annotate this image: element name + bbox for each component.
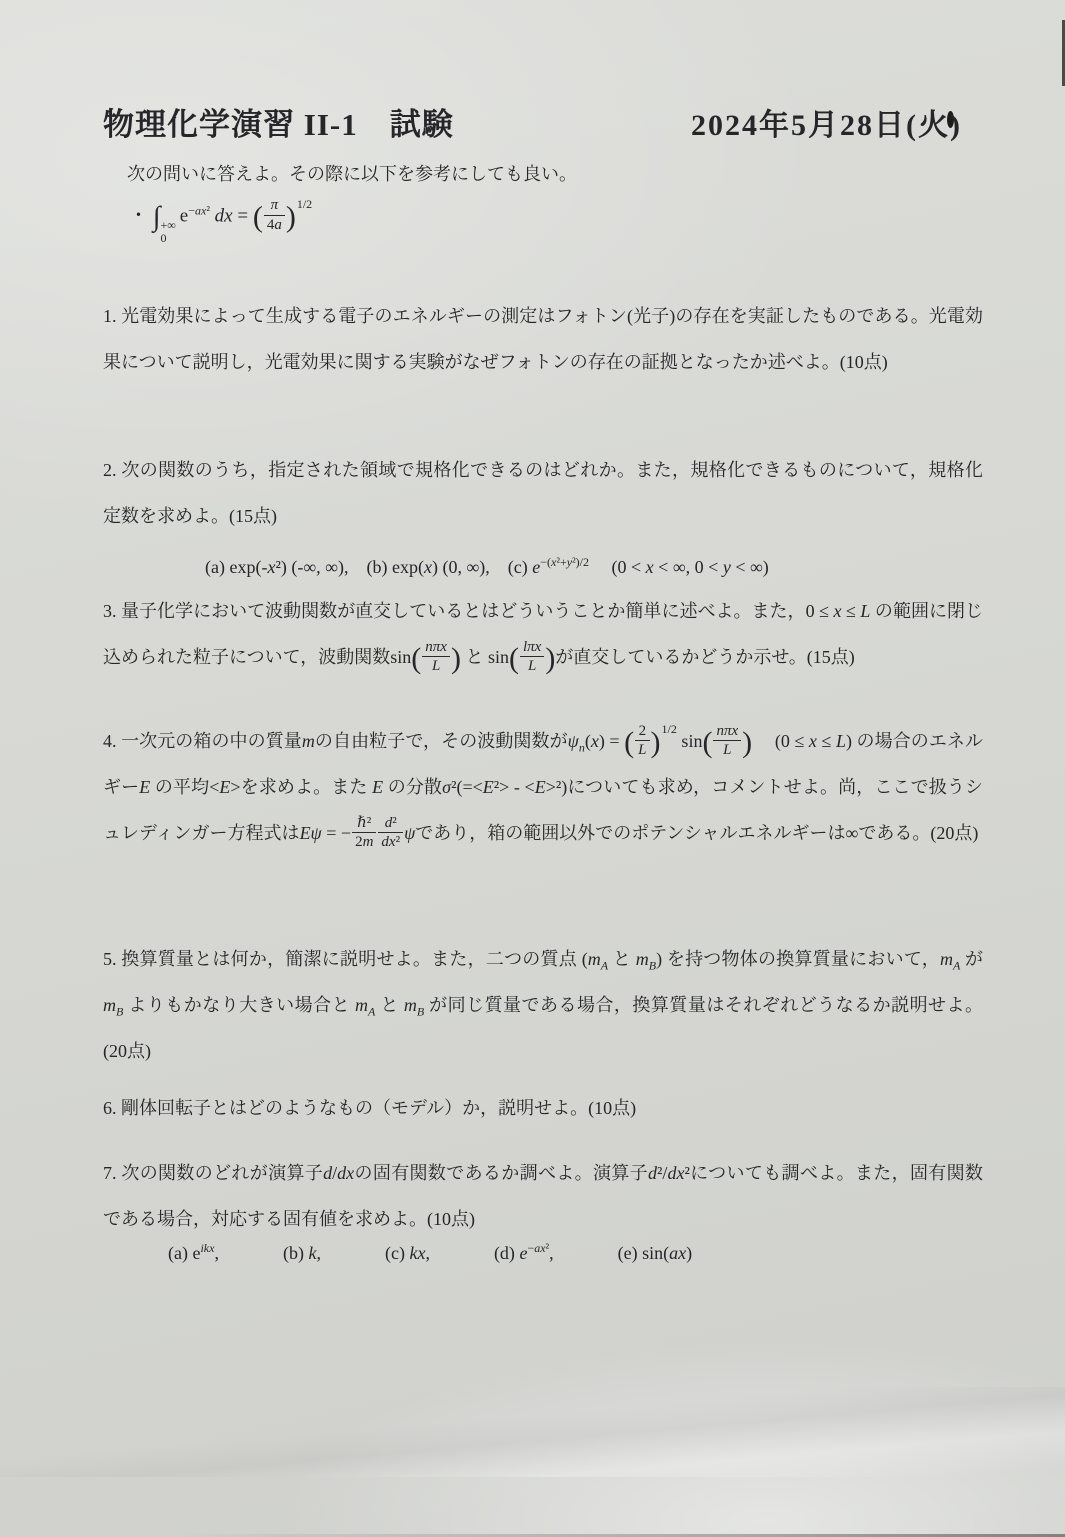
question-3-text: 3. 量子化学において波動関数が直交しているとはどういうことか簡単に述べよ。また，0 ≤ x ≤ L の範囲に閉じ込められた粒子について，波動関数sin( $\frac{\text{nπx}}{L}$ ) と sin( $\frac{\text{lπx}}{L}$ )が直交しているかどうか示せ。(15点) — [103, 601, 984, 675]
exam-header — [103, 99, 962, 144]
question-7-option-a: (a) $e^{ikx}$, — [168, 1241, 219, 1263]
question-2-options: (a) exp(-x²) (-∞, ∞), (b) exp(x) (0, ∞), (c) $e^{-(x^2+y^2)/2}$ (0 < x < ∞, 0 < y < ∞) — [205, 555, 769, 577]
question-4-text: 4. 一次元の箱の中の質量mの自由粒子で，その波動関数が$\psi_n(x)$ = ( $\frac{2}{L}$ )$^{1/2}$ sin( $\frac{\text{nπx}}{L}$ ) (0 ≤ x ≤ L) の場合のエネルギーE の平均<E>を求めよ。また E の分散σ²(=<E²> - <E>²)についても求め，コメントせよ。尚，ここで扱うシュレディンガー方程式はEψ = − $\frac{\text{ℏ²}}{2m}$ $\frac{\text{d²}}{\text{dx²}}$ ψであり，箱の範囲以外でのポテンシャルエネルギーは∞である。(20点) — [103, 722, 984, 851]
reference-formula: ・ ∫ +∞ 0 $e^{-ax^2}$ dx = ( $\frac{\pi}{4a}$ )$^{1/2}$ — [129, 196, 313, 245]
question-2-text: 2. 次の関数のうち，指定された領域で規格化できるのはどれか。また，規格化できるものについて，規格化定数を求めよ。(15点) — [103, 460, 983, 526]
paper-crease — [0, 1387, 1065, 1477]
question-6-text: 6. 剛体回転子とはどのようなもの（モデル）か，説明せよ。(10点) — [103, 1098, 637, 1118]
question-4 — [103, 718, 983, 856]
question-7-option-b: (b) k, — [282, 1243, 321, 1263]
intro-text: 次の問いに答えよ。その際に以下を参考にしても良い。 — [127, 164, 577, 184]
question-7-option-c: (c) kx, — [384, 1243, 430, 1263]
question-7-options — [168, 1243, 692, 1264]
question-7-option-d: (d) $e^{-ax^2}$, — [493, 1241, 554, 1263]
exam-title: 物理化学演習 II-1 試験 — [103, 107, 454, 142]
question-1-text: 1. 光電効果によって生成する電子のエネルギーの測定はフォトン(光子)の存在を実証したものである。光電効果について説明し，光電効果に関する実験がなぜフォトンの存在の証拠となったか述べよ。(10点) — [103, 306, 983, 372]
question-3 — [103, 588, 983, 680]
question-7-text: 7. 次の関数のどれが演算子d/dxの固有関数であるか調べよ。演算子d²/dx²についても調べよ。また，固有関数である場合，対応する固有値を求めよ。(10点) — [103, 1163, 983, 1229]
question-1 — [103, 293, 983, 385]
exam-date: 2024年5月28日(火) — [691, 109, 962, 142]
question-6 — [103, 1085, 983, 1131]
question-5 — [103, 936, 983, 1074]
question-5-text: 5. 換算質量とは何か，簡潔に説明せよ。また，二つの質点 ($m_A$ と $m_B$) を持つ物体の換算質量において，$m_A$ が $m_B$ よりもかなり大きい場合と $m_A$ と $m_B$ が同じ質量である場合，換算質量はそれぞれどうなるか説明せよ。(20点) — [103, 949, 984, 1061]
question-7-option-e: (e) sin(ax) — [617, 1243, 693, 1263]
question-7 — [103, 1150, 983, 1242]
question-2 — [103, 447, 983, 579]
